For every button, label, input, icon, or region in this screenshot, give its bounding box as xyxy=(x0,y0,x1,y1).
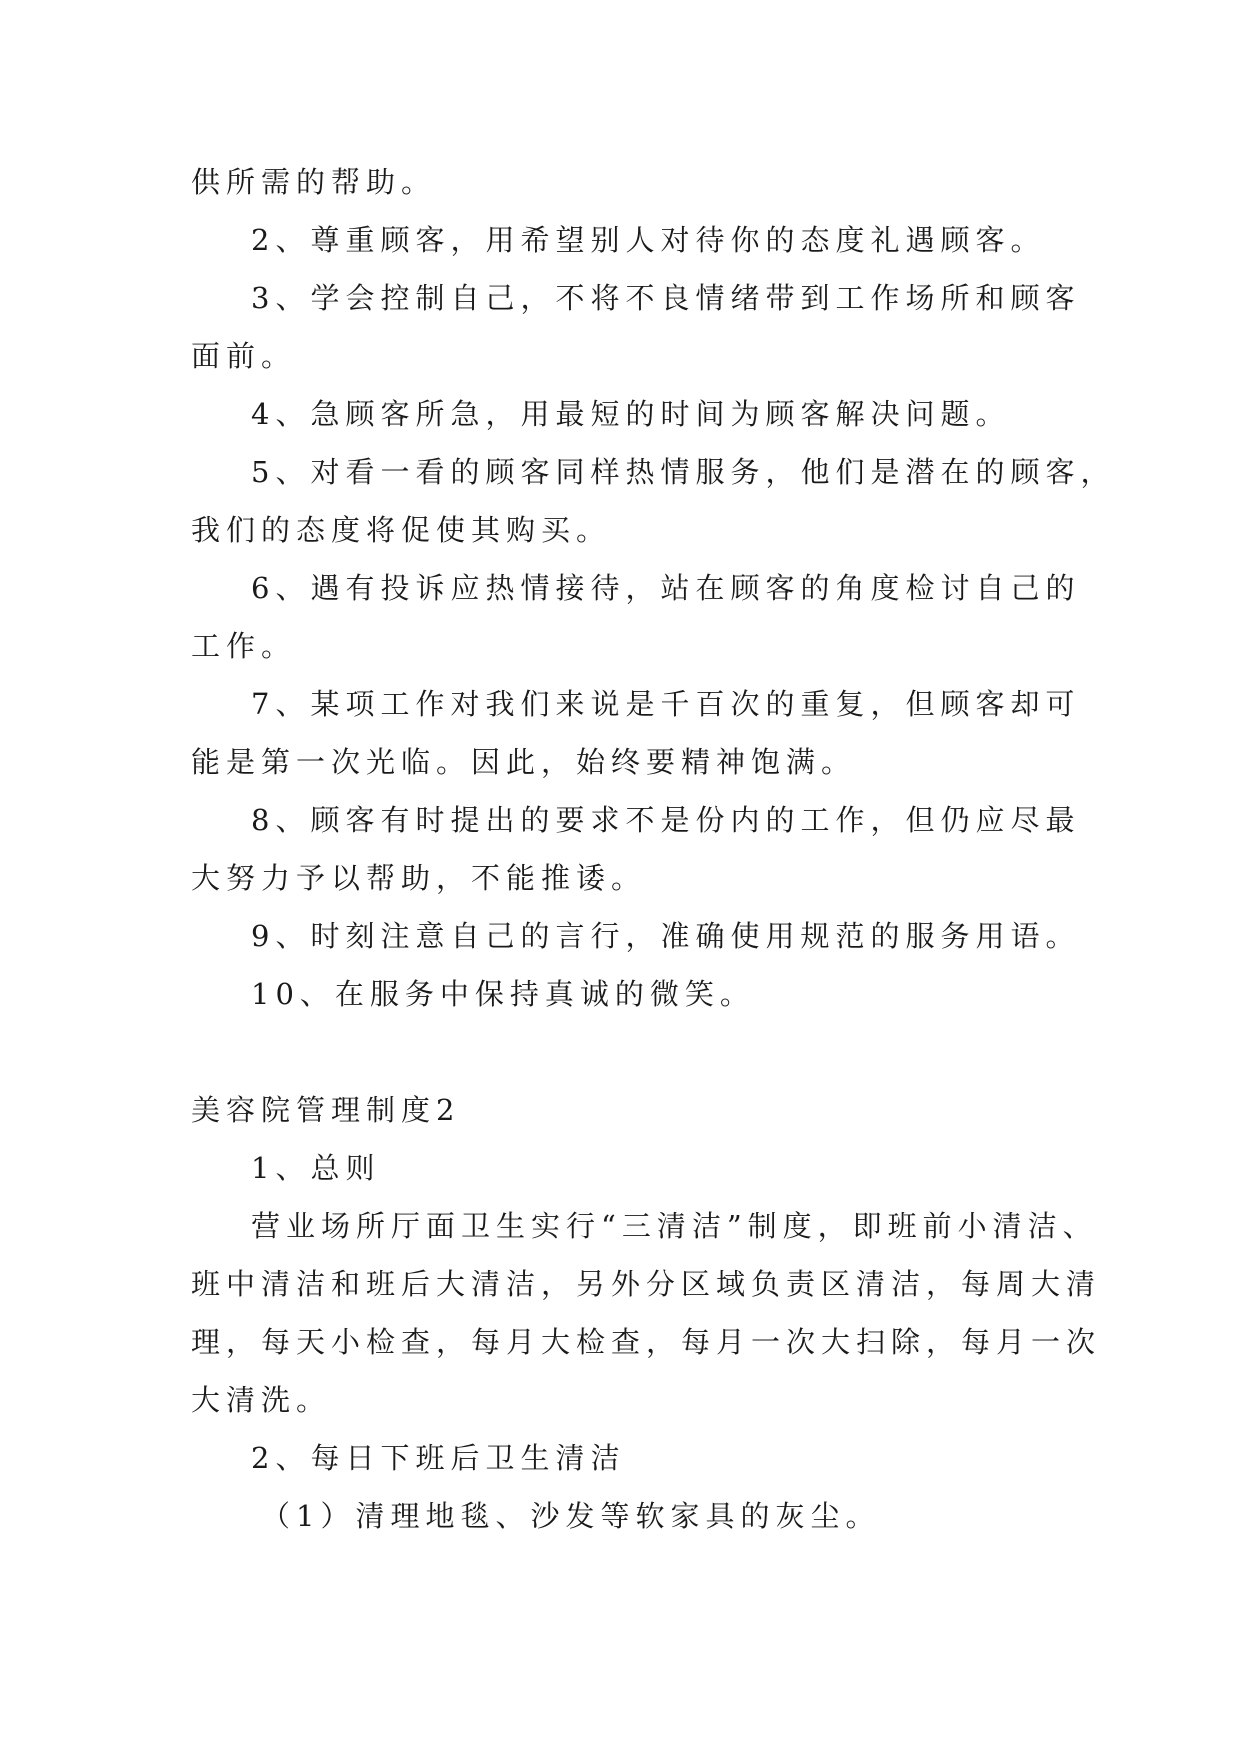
text-line: 6、遇有投诉应热情接待，站在顾客的角度检讨自己的 xyxy=(251,571,1081,605)
text-line: 能是第一次光临。因此，始终要精神饱满。 xyxy=(191,745,857,779)
text-line: 4、急顾客所急，用最短的时间为顾客解决问题。 xyxy=(251,397,1011,431)
text-line: 供所需的帮助。 xyxy=(191,165,437,199)
text-line: 3、学会控制自己，不将不良情绪带到工作场所和顾客 xyxy=(251,281,1081,315)
text-line: 营业场所厅面卫生实行“三清洁”制度，即班前小清洁、 xyxy=(251,1209,1098,1243)
text-line: 8、顾客有时提出的要求不是份内的工作，但仍应尽最 xyxy=(251,803,1081,837)
text-line: 工作。 xyxy=(191,629,297,663)
text-line: 7、某项工作对我们来说是千百次的重复，但顾客却可 xyxy=(251,687,1081,721)
text-line: 2、尊重顾客，用希望别人对待你的态度礼遇顾客。 xyxy=(251,223,1046,257)
text-line: 理，每天小检查，每月大检查，每月一次大扫除，每月一次 xyxy=(191,1325,1102,1359)
text-line: 大清洗。 xyxy=(191,1383,332,1417)
text-line: 面前。 xyxy=(191,339,297,373)
text-line: 5、对看一看的顾客同样热情服务，他们是潜在的顾客， xyxy=(251,455,1116,489)
text-line: 10、在服务中保持真诚的微笑。 xyxy=(251,977,755,1011)
text-line: （1）清理地毯、沙发等软家具的灰尘。 xyxy=(261,1499,881,1533)
text-line: 2、每日下班后卫生清洁 xyxy=(251,1441,626,1475)
section-heading: 美容院管理制度2 xyxy=(191,1093,461,1127)
text-line: 大努力予以帮助，不能推诿。 xyxy=(191,861,647,895)
text-line: 班中清洁和班后大清洁，另外分区域负责区清洁，每周大清 xyxy=(191,1267,1102,1301)
text-line: 9、时刻注意自己的言行，准确使用规范的服务用语。 xyxy=(251,919,1081,953)
text-line: 我们的态度将促使其购买。 xyxy=(191,513,612,547)
text-line: 1、总则 xyxy=(251,1151,381,1185)
